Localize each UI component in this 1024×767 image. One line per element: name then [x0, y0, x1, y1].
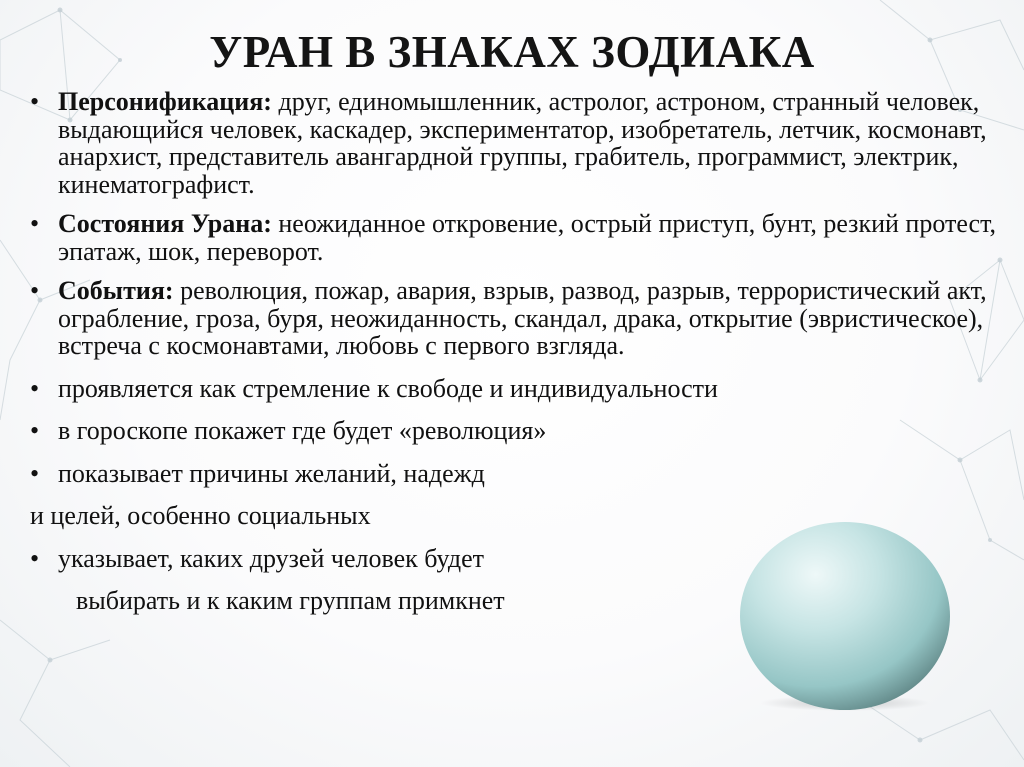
list-item-freedom	[30, 375, 1005, 403]
item-label: Состояния Урана:	[58, 209, 272, 238]
bullet-icon: •	[30, 458, 40, 488]
list-item-horoscope	[30, 417, 1005, 445]
bullet-icon: •	[30, 373, 40, 403]
item-text: друг, единомышленник, астролог, астроном, странный человек, выдающийся человек, каскадер, экспериментатор, изобретатель, летчик, космонавт, анархист, представитель авангардной группы, грабитель, программист, электрик, кинематографист.	[58, 87, 987, 199]
item-text: и целей, особенно социальных	[30, 501, 371, 530]
item-text: указывает, каких друзей человек будет	[58, 543, 484, 573]
list-item-desires	[30, 460, 1005, 488]
item-text: революция, пожар, авария, взрыв, развод, разрыв, террористический акт, ограбление, гроза, буря, неожиданность, скандал, драка, открытие (эвристическое), встреча с космонавтами, любовь с первого взгляда.	[58, 276, 987, 360]
list-item-events	[30, 277, 1005, 360]
uranus-planet-image	[738, 521, 952, 713]
bullet-icon: •	[30, 209, 40, 238]
bullet-icon: •	[30, 416, 40, 445]
item-text: выбирать и к каким группам примкнет	[76, 586, 505, 615]
bullet-icon: •	[30, 543, 40, 573]
item-text: показывает причины желаний, надежд	[58, 458, 485, 488]
item-text: проявляется как стремление к свободе и индивидуальности	[58, 373, 718, 403]
list-item-personification	[30, 88, 1005, 198]
slide-title: УРАН В ЗНАКАХ ЗОДИАКА	[209, 27, 815, 77]
list-item-states	[30, 210, 1005, 265]
item-label: Персонификация:	[58, 87, 272, 116]
bullet-icon: •	[30, 87, 40, 116]
item-label: События:	[58, 276, 174, 305]
item-text: неожиданное откровение, острый приступ, бунт, резкий протест, эпатаж, шок, переворот.	[58, 209, 996, 266]
item-text: в гороскопе покажет где будет «революция»	[58, 416, 547, 445]
bullet-icon: •	[30, 276, 40, 305]
